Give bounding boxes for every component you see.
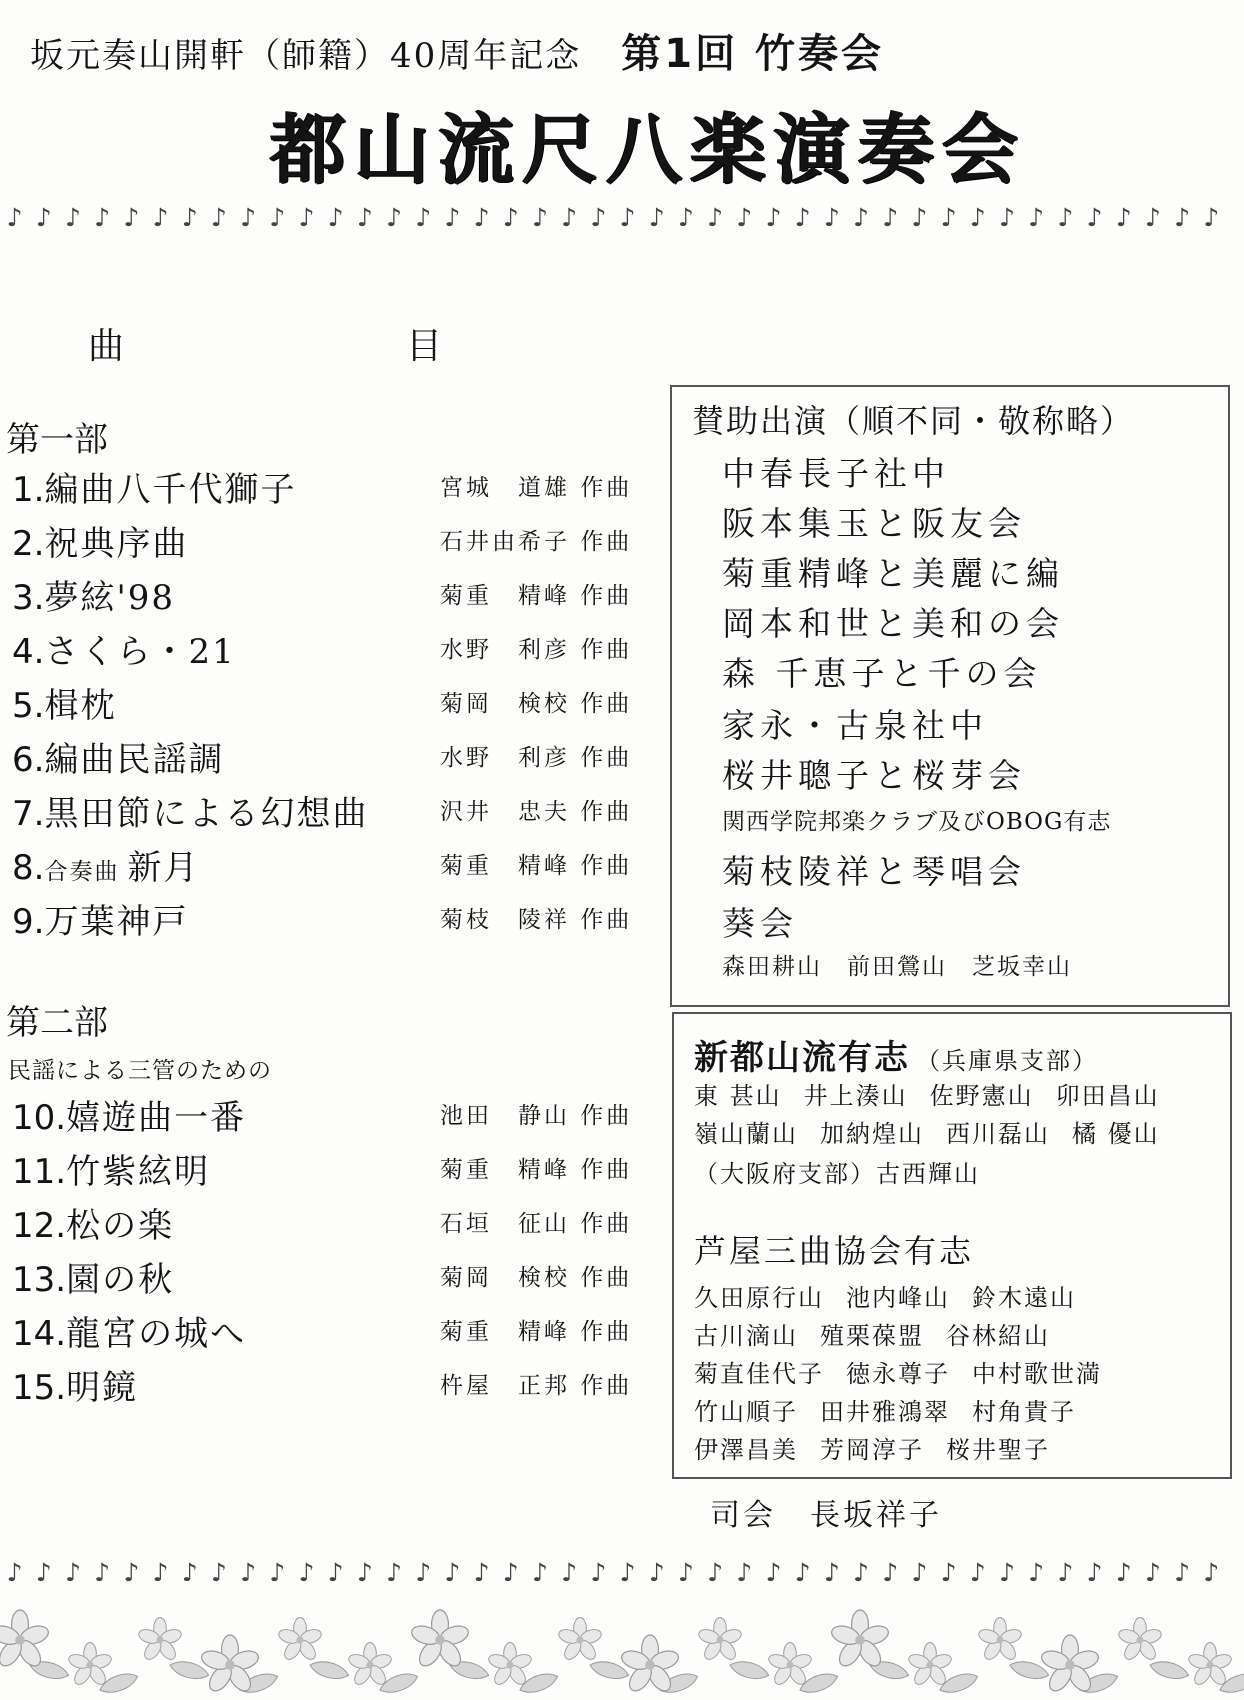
- music-note-icon: ♪: [969, 1558, 986, 1587]
- guest-group: 森 千恵子と千の会: [722, 654, 1042, 693]
- music-note-icon: ♪: [298, 1558, 315, 1587]
- piece-composer: 水野 利彦 作曲: [440, 745, 633, 771]
- piece-title-line: [12, 786, 368, 835]
- music-note-icon: ♪: [1086, 1558, 1103, 1587]
- music-note-divider-bottom: [0, 1555, 1244, 1591]
- program-title: 曲 目: [88, 326, 513, 367]
- music-note-icon: ♪: [823, 1558, 840, 1587]
- piece-composer: 石井由希子 作曲: [440, 529, 633, 555]
- flower-icon: [409, 1610, 470, 1670]
- music-note-icon: ♪: [940, 1558, 957, 1587]
- music-note-icon: ♪: [1115, 203, 1132, 232]
- piece-composer: 菊枝 陵祥 作曲: [440, 907, 633, 933]
- piece-title: [44, 740, 224, 780]
- piece-title: [44, 848, 199, 888]
- music-note-icon: ♪: [64, 1558, 81, 1587]
- piece-title-text: 竹紫絃明: [66, 1152, 211, 1192]
- flower-icon: [487, 1643, 533, 1688]
- music-note-icon: ♪: [1174, 203, 1191, 232]
- music-note-icon: ♪: [1144, 1558, 1161, 1587]
- member-name: 菊直佳代子: [694, 1360, 824, 1388]
- piece-title: [44, 902, 188, 942]
- piece-title: [44, 632, 235, 672]
- piece-row: [12, 1252, 652, 1304]
- guest-group: 菊枝陵祥と琴唱会: [722, 852, 1026, 891]
- piece-composer: 菊重 精峰 作曲: [440, 1319, 633, 1345]
- piece-row: [12, 840, 652, 892]
- music-note-icon: ♪: [473, 1558, 490, 1587]
- music-note-icon: ♪: [794, 203, 811, 232]
- flower-icon: [67, 1643, 113, 1688]
- piece-title-line: [12, 624, 236, 673]
- music-note-icon: ♪: [6, 203, 23, 232]
- music-note-divider-top: [0, 200, 1244, 236]
- piece-composer: 菊岡 検校 作曲: [440, 691, 633, 717]
- music-note-icon: ♪: [1203, 1558, 1220, 1587]
- music-note-icon: ♪: [1203, 203, 1220, 232]
- floral-border-decoration: [0, 1600, 1244, 1700]
- music-note-icon: ♪: [882, 203, 899, 232]
- piece-row: [12, 1360, 652, 1412]
- piece-title-text: 明鏡: [66, 1368, 139, 1408]
- music-note-icon: ♪: [531, 1558, 548, 1587]
- music-note-icon: ♪: [677, 1558, 694, 1587]
- flower-icon: [0, 1610, 51, 1670]
- mc-name: 長坂祥子: [810, 1498, 942, 1533]
- music-note-icon: ♪: [123, 1558, 140, 1587]
- music-note-icon: ♪: [1057, 1558, 1074, 1587]
- piece-title: [66, 1206, 174, 1246]
- guest-group: 岡本和世と美和の会: [722, 604, 1064, 643]
- guest-group: 関西学院邦楽クラブ及びOBOG有志: [722, 809, 1112, 835]
- member-name: 池内峰山: [846, 1284, 950, 1312]
- music-note-icon: ♪: [240, 1558, 257, 1587]
- music-note-icon: ♪: [473, 203, 490, 232]
- piece-composer: 菊重 精峰 作曲: [440, 583, 633, 609]
- flower-icon: [697, 1618, 743, 1663]
- music-note-icon: ♪: [269, 1558, 286, 1587]
- piece-number: 4.: [12, 632, 45, 672]
- guest-group: 菊重精峰と美麗に編: [722, 554, 1064, 593]
- piece-title-line: [12, 1090, 246, 1139]
- piece-title-text: 龍宮の城へ: [66, 1314, 247, 1354]
- member-name: 芳岡淳子: [820, 1436, 924, 1464]
- music-note-icon: ♪: [736, 203, 753, 232]
- piece-title: [66, 1314, 246, 1354]
- mc-label: 司会: [710, 1498, 776, 1533]
- piece-title: [66, 1098, 246, 1138]
- piece-title-text: 新月: [127, 848, 200, 888]
- music-note-icon: ♪: [386, 203, 403, 232]
- member-name: 卯田昌山: [1055, 1082, 1160, 1110]
- music-note-icon: ♪: [152, 203, 169, 232]
- music-note-icon: ♪: [1028, 1558, 1045, 1587]
- member-row: [694, 1076, 1214, 1111]
- member-name: 橘 優山: [1072, 1120, 1160, 1148]
- member-name: 鈴木遠山: [972, 1284, 1076, 1312]
- piece-number: 10.: [12, 1098, 67, 1138]
- leaf-icon: [308, 1658, 351, 1683]
- music-note-icon: ♪: [911, 203, 928, 232]
- piece-title: [44, 794, 368, 834]
- piece-composer: 池田 静山 作曲: [440, 1103, 633, 1129]
- guest-group: 家永・古泉社中: [722, 706, 988, 745]
- piece-title-line: [12, 1198, 174, 1247]
- music-note-icon: ♪: [327, 203, 344, 232]
- music-note-icon: ♪: [677, 203, 694, 232]
- member-name: 徳永尊子: [846, 1360, 950, 1388]
- piece-number: 15.: [12, 1368, 67, 1408]
- piece-composer: 宮城 道雄 作曲: [440, 475, 633, 501]
- guest-group: 森田耕山 前田鶯山 芝坂幸山: [722, 954, 1072, 980]
- piece-row: [12, 1144, 652, 1196]
- piece-title-text: 松の楽: [66, 1206, 175, 1246]
- member-name: 久田原行山: [694, 1284, 824, 1312]
- music-note-icon: ♪: [969, 203, 986, 232]
- flower-icon: [277, 1618, 323, 1663]
- piece-title-prefix: 合奏曲: [44, 859, 120, 885]
- member-row: [694, 1114, 1214, 1149]
- music-note-icon: ♪: [327, 1558, 344, 1587]
- member-name: 田井雅鴻翠: [820, 1398, 950, 1426]
- part1-label: 第一部: [6, 420, 108, 460]
- music-note-icon: ♪: [619, 1558, 636, 1587]
- piece-number: 12.: [12, 1206, 67, 1246]
- members-title-text: 新都山流有志: [694, 1038, 910, 1078]
- piece-composer: 石垣 征山 作曲: [440, 1211, 633, 1237]
- music-note-icon: ♪: [64, 203, 81, 232]
- piece-number: 6.: [12, 740, 45, 780]
- member-name: 佐野憲山: [929, 1082, 1034, 1110]
- music-note-icon: ♪: [1086, 203, 1103, 232]
- piece-title-line: [12, 516, 188, 565]
- header-subtitle: 坂元奏山開軒（師籍）40周年記念: [30, 36, 582, 76]
- music-note-icon: ♪: [590, 203, 607, 232]
- member-row: [694, 1354, 1214, 1389]
- music-note-icon: ♪: [794, 1558, 811, 1587]
- leaf-icon: [728, 1658, 771, 1683]
- piece-title-text: 夢絃'98: [44, 578, 176, 618]
- piece-composer: 沢井 忠夫 作曲: [440, 799, 633, 825]
- flower-icon: [347, 1643, 393, 1688]
- music-note-icon: ♪: [356, 203, 373, 232]
- music-note-icon: ♪: [648, 203, 665, 232]
- piece-number: 11.: [12, 1152, 67, 1192]
- music-note-icon: ♪: [736, 1558, 753, 1587]
- piece-row: [12, 894, 652, 946]
- piece-title: [44, 686, 116, 726]
- piece-title-line: [12, 1252, 174, 1301]
- guest-box-title: 賛助出演（順不同・敬称略）: [692, 402, 1135, 440]
- main-title: 都山流尺八楽演奏会: [270, 105, 1026, 194]
- flower-icon: [137, 1618, 183, 1663]
- music-note-icon: ♪: [1174, 1558, 1191, 1587]
- music-note-icon: ♪: [444, 1558, 461, 1587]
- member-name: 井上湊山: [803, 1082, 908, 1110]
- piece-title-line: [12, 732, 224, 781]
- music-note-icon: ♪: [561, 203, 578, 232]
- concert-name: 第1回 竹奏会: [621, 31, 885, 77]
- guest-group: 阪本集玉と阪友会: [722, 504, 1026, 543]
- music-note-icon: ♪: [1115, 1558, 1132, 1587]
- music-note-icon: ♪: [6, 1558, 23, 1587]
- piece-title-text: 嬉遊曲一番: [66, 1098, 247, 1138]
- music-note-icon: ♪: [94, 203, 111, 232]
- music-note-icon: ♪: [940, 203, 957, 232]
- music-note-icon: ♪: [94, 1558, 111, 1587]
- music-note-icon: ♪: [210, 1558, 227, 1587]
- piece-row: [12, 1306, 652, 1358]
- piece-row: [12, 678, 652, 730]
- music-note-icon: ♪: [502, 1558, 519, 1587]
- piece-row: [12, 1198, 652, 1250]
- member-row: [694, 1316, 1214, 1351]
- music-note-icon: ♪: [298, 203, 315, 232]
- piece-title-line: [12, 840, 199, 889]
- piece-row: [12, 570, 652, 622]
- music-note-icon: ♪: [415, 1558, 432, 1587]
- piece-title: [66, 1368, 138, 1408]
- music-note-icon: ♪: [765, 203, 782, 232]
- members-region: （兵庫県支部）: [916, 1047, 1098, 1075]
- music-note-icon: ♪: [1144, 203, 1161, 232]
- member-name: 谷林紹山: [946, 1322, 1050, 1350]
- leaf-icon: [1148, 1658, 1191, 1683]
- piece-title: [66, 1152, 210, 1192]
- music-note-icon: ♪: [911, 1558, 928, 1587]
- music-note-icon: ♪: [998, 1558, 1015, 1587]
- piece-title: [44, 578, 175, 618]
- piece-title-line: [12, 1306, 246, 1355]
- guest-group: 中春長子社中: [722, 454, 950, 493]
- piece-row: [12, 732, 652, 784]
- music-note-icon: ♪: [707, 203, 724, 232]
- member-name: 東 甚山: [694, 1082, 782, 1110]
- member-name: 殖栗葆盟: [820, 1322, 924, 1350]
- music-note-icon: ♪: [998, 203, 1015, 232]
- music-note-icon: ♪: [181, 1558, 198, 1587]
- flower-icon: [829, 1610, 890, 1670]
- member-name: 竹山順子: [694, 1398, 798, 1426]
- ashiya-title: 芦屋三曲協会有志: [694, 1232, 975, 1270]
- music-note-icon: ♪: [853, 203, 870, 232]
- flower-icon: [1117, 1618, 1163, 1663]
- music-note-icon: ♪: [502, 203, 519, 232]
- music-note-icon: ♪: [386, 1558, 403, 1587]
- piece-title-text: 編曲民謡調: [44, 740, 225, 780]
- piece-number: 14.: [12, 1314, 67, 1354]
- flower-icon: [907, 1643, 953, 1688]
- piece-row: [12, 1090, 652, 1142]
- piece-title-line: [12, 678, 116, 727]
- member-name: 嶺山蘭山: [694, 1120, 798, 1148]
- piece-composer: 杵屋 正邦 作曲: [440, 1373, 633, 1399]
- piece-title-text: 園の秋: [66, 1260, 175, 1300]
- piece-title-text: 編曲八千代獅子: [44, 470, 297, 510]
- flower-icon: [1187, 1643, 1233, 1688]
- music-note-icon: ♪: [210, 203, 227, 232]
- piece-title: [44, 470, 296, 510]
- member-name: 桜井聖子: [946, 1436, 1050, 1464]
- member-name: 村角貴子: [972, 1398, 1076, 1426]
- member-row: [694, 1392, 1214, 1427]
- music-note-icon: ♪: [882, 1558, 899, 1587]
- piece-number: 9.: [12, 902, 45, 942]
- music-note-icon: ♪: [531, 203, 548, 232]
- part2-label: 第二部: [6, 1003, 108, 1043]
- piece-number: 5.: [12, 686, 45, 726]
- piece-title-line: [12, 570, 175, 619]
- piece-number: 3.: [12, 578, 45, 618]
- piece-row: [12, 624, 652, 676]
- music-note-icon: ♪: [356, 1558, 373, 1587]
- music-note-icon: ♪: [590, 1558, 607, 1587]
- music-note-icon: ♪: [35, 1558, 52, 1587]
- music-note-icon: ♪: [853, 1558, 870, 1587]
- piece-title: [44, 524, 188, 564]
- piece-composer: 菊岡 検校 作曲: [440, 1265, 633, 1291]
- piece-row: [12, 516, 652, 568]
- piece-title-line: [12, 894, 188, 943]
- piece-number: 1.: [12, 470, 45, 510]
- members-title: [694, 1030, 1098, 1079]
- piece-number: 8.: [12, 848, 45, 888]
- piece-composer: 菊重 精峰 作曲: [440, 853, 633, 879]
- music-note-icon: ♪: [181, 203, 198, 232]
- member-row: [694, 1154, 1214, 1189]
- mc-line: [710, 1490, 942, 1534]
- part2-note: 民謡による三管のための: [8, 1058, 272, 1084]
- member-name: 中村歌世満: [972, 1360, 1102, 1388]
- music-note-icon: ♪: [415, 203, 432, 232]
- flower-icon: [767, 1643, 813, 1688]
- music-note-icon: ♪: [240, 203, 257, 232]
- music-note-icon: ♪: [765, 1558, 782, 1587]
- music-note-icon: ♪: [444, 203, 461, 232]
- music-note-icon: ♪: [707, 1558, 724, 1587]
- header: [30, 22, 1214, 92]
- piece-row: [12, 786, 652, 838]
- piece-title-text: 黒田節による幻想曲: [44, 794, 369, 834]
- music-note-icon: ♪: [823, 203, 840, 232]
- member-row: [694, 1430, 1214, 1465]
- piece-title-text: 万葉神戸: [44, 902, 189, 942]
- member-name: 伊澤昌美: [694, 1436, 798, 1464]
- flower-icon: [557, 1618, 603, 1663]
- music-note-icon: ♪: [619, 203, 636, 232]
- piece-title-text: 楫枕: [44, 686, 117, 726]
- guest-group: 葵会: [722, 904, 798, 943]
- flower-icon: [977, 1618, 1023, 1663]
- piece-number: 2.: [12, 524, 45, 564]
- music-note-icon: ♪: [35, 203, 52, 232]
- member-name: 古川滴山: [694, 1322, 798, 1350]
- music-note-icon: ♪: [1057, 203, 1074, 232]
- guest-group: 桜井聰子と桜芽会: [722, 756, 1026, 795]
- piece-title-line: [12, 462, 296, 511]
- piece-composer: 菊重 精峰 作曲: [440, 1157, 633, 1183]
- piece-number: 13.: [12, 1260, 67, 1300]
- music-note-icon: ♪: [648, 1558, 665, 1587]
- piece-number: 7.: [12, 794, 45, 834]
- member-name: 西川磊山: [946, 1120, 1050, 1148]
- member-name: 加納煌山: [820, 1120, 924, 1148]
- piece-title-text: さくら・21: [44, 632, 236, 672]
- piece-title: [66, 1260, 174, 1300]
- piece-row: [12, 462, 652, 514]
- music-note-icon: ♪: [152, 1558, 169, 1587]
- member-row: [694, 1278, 1214, 1313]
- piece-title-line: [12, 1144, 210, 1193]
- music-note-icon: ♪: [561, 1558, 578, 1587]
- piece-composer: 水野 利彦 作曲: [440, 637, 633, 663]
- piece-title-text: 祝典序曲: [44, 524, 189, 564]
- piece-title-line: [12, 1360, 138, 1409]
- member-name: （大阪府支部）古西輝山: [694, 1160, 980, 1188]
- music-note-icon: ♪: [1028, 203, 1045, 232]
- music-note-icon: ♪: [269, 203, 286, 232]
- music-note-icon: ♪: [123, 203, 140, 232]
